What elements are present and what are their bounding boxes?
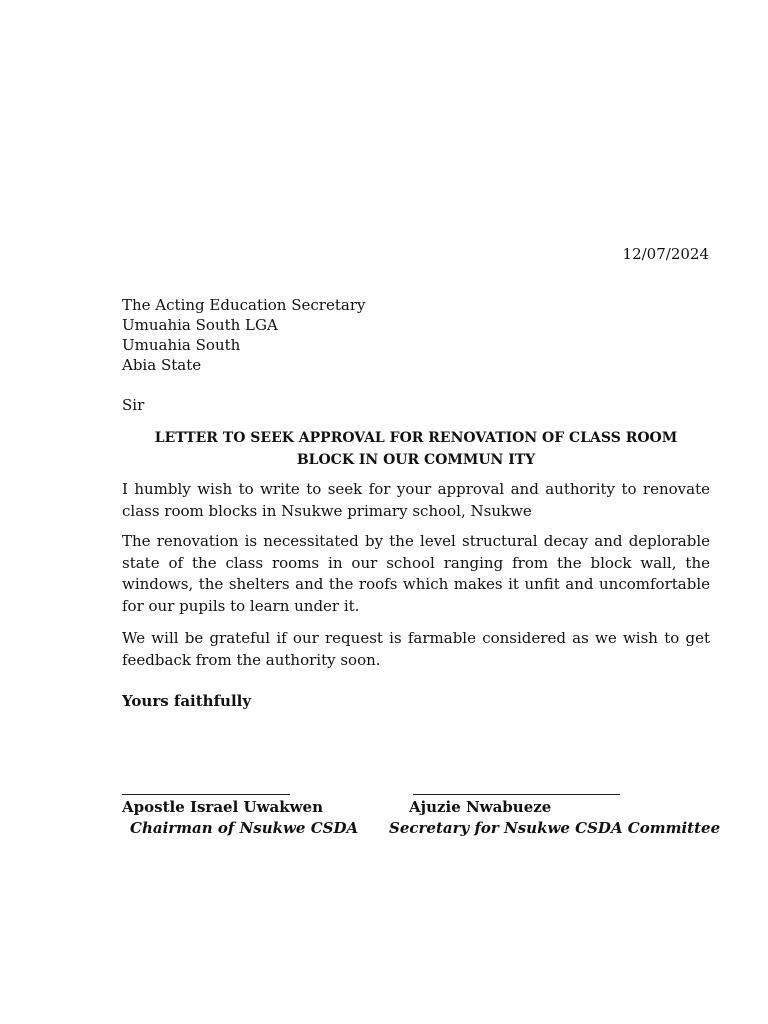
salutation: Sir — [122, 396, 145, 414]
recipient-line: Umuahia South LGA — [122, 316, 278, 334]
recipient-line: Abia State — [122, 356, 202, 374]
recipient-line: Umuahia South — [122, 336, 241, 354]
subject-line: LETTER TO SEEK APPROVAL FOR RENOVATION OF CLASS ROOM — [154, 430, 678, 446]
body-paragraph: I humbly wish to write to seek for your approval and authority to renovate class room blocks in Nsukwe primary school, Nsukwe — [122, 480, 710, 520]
subject-line: BLOCK IN OUR COMMUN ITY — [296, 452, 536, 468]
signature-line — [413, 794, 620, 795]
signatory-name: Ajuzie Nwabueze — [409, 798, 552, 816]
body-paragraph: The renovation is necessitated by the level structural decay and deplorable state of the class rooms in our school ranging from the block wall, the windows, the shelters and the roofs which makes it unfit and uncomfortable for our pupils to learn under it. — [122, 532, 710, 615]
signature-line — [122, 794, 290, 795]
signatory-title: Chairman of Nsukwe CSDA — [130, 819, 359, 837]
signatory-name: Apostle Israel Uwakwen — [122, 798, 323, 816]
signatory-title: Secretary for Nsukwe CSDA Committee — [389, 819, 721, 837]
closing: Yours faithfully — [122, 692, 252, 710]
letter-subject — [122, 427, 710, 471]
body-paragraph: We will be grateful if our request is farmable considered as we wish to get feedback from the authority soon. — [122, 629, 710, 669]
letter-date: 12/07/2024 — [622, 245, 709, 263]
recipient-address — [122, 295, 365, 375]
recipient-line: The Acting Education Secretary — [122, 296, 366, 314]
